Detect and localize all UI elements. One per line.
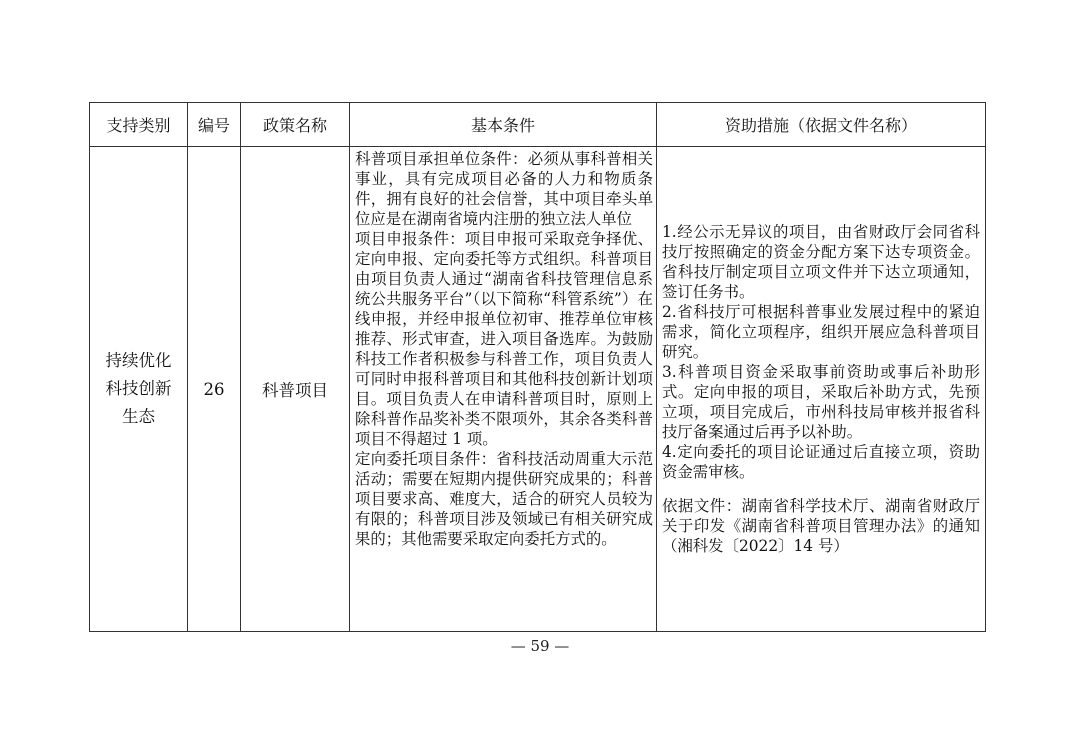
header-funding-measures: 资助措施（依据文件名称） (657, 103, 986, 147)
measure-paragraph: 2.省科技厅可根据科普事业发展过程中的紧迫需求，简化立项程序，组织开展应急科普项目研究。 (662, 303, 980, 361)
measure-paragraph: 4.定向委托的项目论证通过后直接立项，资助资金需审核。 (662, 443, 980, 481)
header-number: 编号 (188, 103, 241, 147)
number-cell: 26 (188, 147, 241, 632)
condition-paragraph: 定向委托项目条件：省科技活动周重大示范活动；需要在短期内提供研究成果的；科普项目要求高、难度大，适合的研究人员较为有限的；科普项目涉及领域已有相关研究成果的；其他需要采取定向委托方式的。 (355, 450, 653, 548)
header-policy-name: 政策名称 (241, 103, 350, 147)
header-support-category: 支持类别 (90, 103, 188, 147)
category-line: 生态 (122, 407, 155, 426)
measure-paragraph: 3.科普项目资金采取事前资助或事后补助形式。定向申报的项目，采取后补助方式，先预立项，项目完成后，市州科技局审核并报省科技厅备案通过后再予以补助。 (662, 363, 980, 441)
condition-paragraph: 项目申报条件：项目申报可采取竞争择优、定向申报、定向委托等方式组织。科普项目由项目负责人通过“湖南省科技管理信息系统公共服务平台”（以下简称“科管系统”）在线申报，并经申报单位初审、推荐单位审核推荐、形式审查，进入项目备选库。为鼓励科技工作者积极参与科普工作，项目负责人可同时申报科普项目和其他科技创新计划项目。项目负责人在申请科普项目时，原则上除科普作品奖补类不限项外，其余各类科普项目不得超过 1 项。 (355, 230, 653, 448)
header-basic-conditions: 基本条件 (350, 103, 657, 147)
basis-document: 依据文件：湖南省科学技术厅、湖南省财政厅关于印发《湖南省科普项目管理办法》的通知（湘科发〔2022〕14 号） (662, 497, 980, 555)
policy-table (89, 102, 986, 632)
header-row (90, 103, 986, 147)
support-category-cell (90, 147, 188, 632)
category-line: 持续优化 (105, 351, 172, 370)
conditions-cell (350, 147, 657, 632)
policy-name-cell: 科普项目 (241, 147, 350, 632)
table-row (90, 147, 986, 632)
measures-cell (657, 147, 986, 632)
measure-paragraph: 1.经公示无异议的项目，由省财政厅会同省科技厅按照确定的资金分配方案下达专项资金。省科技厅制定项目立项文件并下达立项通知，签订任务书。 (662, 223, 980, 301)
category-line: 科技创新 (105, 379, 172, 398)
condition-paragraph: 科普项目承担单位条件：必须从事科普相关事业，具有完成项目必备的人力和物质条件，拥有良好的社会信誉，其中项目牵头单位应是在湖南省境内注册的独立法人单位 (355, 150, 653, 228)
page-number: — 59 — (510, 637, 570, 655)
